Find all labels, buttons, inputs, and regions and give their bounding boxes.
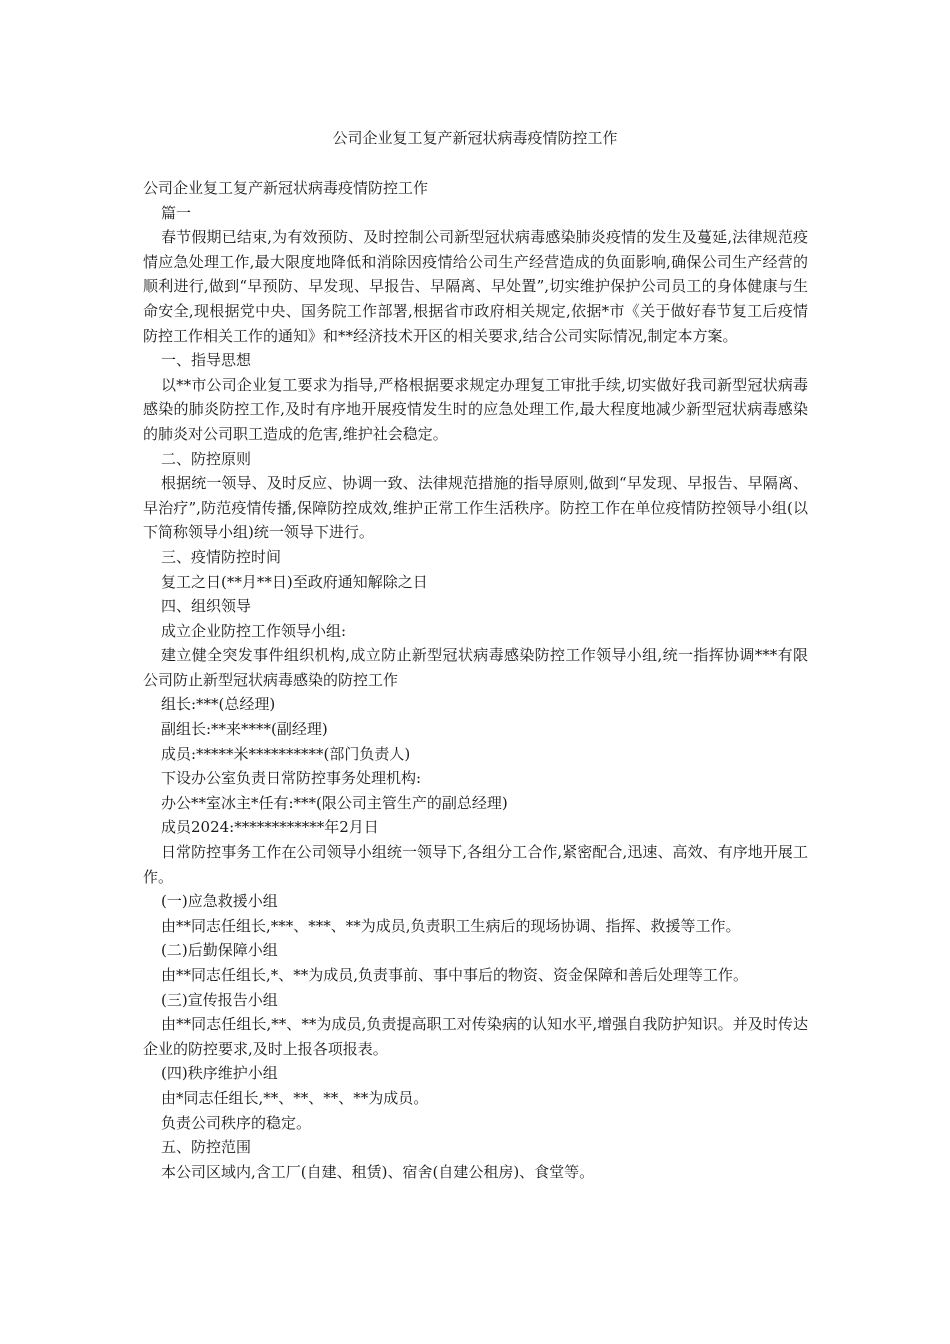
paragraph: 复工之日(**月**日)至政府通知解除之日	[161, 572, 428, 591]
paragraph: 篇一	[161, 203, 192, 222]
paragraph: 下设办公室负责日常防控事务处理机构:	[161, 769, 422, 788]
paragraph: 本公司区域内,含工厂(自建、租赁)、宿舍(自建公租房)、食堂等。	[161, 1162, 595, 1181]
paragraph: (四)秩序维护小组	[161, 1064, 278, 1083]
paragraph: 由**同志任组长,**、**为成员,负责提高职工对传染病的认知水平,增强自我防护知识。并及时传达企业的防控要求,及时上报各项报表。	[143, 1015, 808, 1058]
paragraph: 五、防控范围	[161, 1138, 252, 1157]
paragraph: 建立健全突发事件组织机构,成立防止新型冠状病毒感染防控工作领导小组,统一指挥协调***有限公司防止新型冠状病毒感染的防控工作	[143, 646, 808, 689]
paragraph: 办公**室冰主*任有:***(限公司主管生产的副总经理)	[161, 793, 508, 812]
paragraph: 组长:***(总经理)	[161, 695, 276, 714]
paragraph: 由**同志任组长,***、***、**为成员,负责职工生病后的现场协调、指挥、救援等工作。	[161, 916, 741, 935]
paragraph: 由**同志任组长,*、**为成员,负责事前、事中事后的物资、资金保障和善后处理等工作。	[161, 966, 749, 984]
paragraph: 公司企业复工复产新冠状病毒疫情防控工作	[143, 179, 429, 197]
document-title: 公司企业复工复产新冠状病毒疫情防控工作	[332, 129, 618, 147]
document-body	[143, 176, 808, 1184]
paragraph: 成员:*****米**********(部门负责人)	[161, 744, 411, 763]
paragraph: 根据统一领导、及时反应、协调一致、法律规范措施的指导原则,做到“早发现、早报告、早隔离、早治疗”,防范疫情传播,保障防控成效,维护正常工作生活秩序。防控工作在单位疫情防控领导小组(以下简称领导小组)统一领导下进行。	[143, 474, 808, 542]
paragraph: 以**市公司企业复工要求为指导,严格根据要求规定办理复工审批手续,切实做好我司新型冠状病毒感染的肺炎防控工作,及时有序地开展疫情发生时的应急处理工作,最大程度地减少新型冠状病毒感染的肺炎对公司职工造成的危害,维护社会稳定。	[143, 375, 808, 443]
paragraph: (二)后勤保障小组	[161, 941, 278, 960]
paragraph: 负责公司秩序的稳定。	[161, 1113, 312, 1132]
paragraph: 成立企业防控工作领导小组:	[161, 621, 347, 640]
paragraph: (一)应急救援小组	[161, 892, 278, 911]
paragraph: 成员2024:************年2月日	[161, 818, 379, 837]
paragraph: 春节假期已结束,为有效预防、及时控制公司新型冠状病毒感染肺炎疫情的发生及蔓延,法律规范疫情应急处理工作,最大限度地降低和消除因疫情给公司生产经营造成的负面影响,确保公司生产经营的顺利进行,做到“早预防、早发现、早报告、早隔离、早处置”,切实维护保护公司员工的身体健康与生命安全,现根据党中央、国务院工作部署,根据省市政府相关规定,依据*市《关于做好春节复工后疫情防控工作相关工作的通知》和**经济技术开区的相关要求,结合公司实际情况,制定本方案。	[143, 228, 808, 345]
paragraph: (三)宣传报告小组	[161, 990, 278, 1009]
paragraph: 日常防控事务工作在公司领导小组统一领导下,各组分工合作,紧密配合,迅速、高效、有序地开展工作。	[143, 843, 808, 886]
paragraph: 一、指导思想	[161, 351, 252, 370]
paragraph: 由*同志任组长,**、**、**、**为成员。	[161, 1088, 429, 1107]
paragraph: 四、组织领导	[161, 597, 252, 616]
paragraph: 三、疫情防控时间	[161, 547, 282, 566]
paragraph: 二、防控原则	[161, 449, 252, 468]
paragraph: 副组长:**来****(副经理)	[161, 720, 328, 739]
